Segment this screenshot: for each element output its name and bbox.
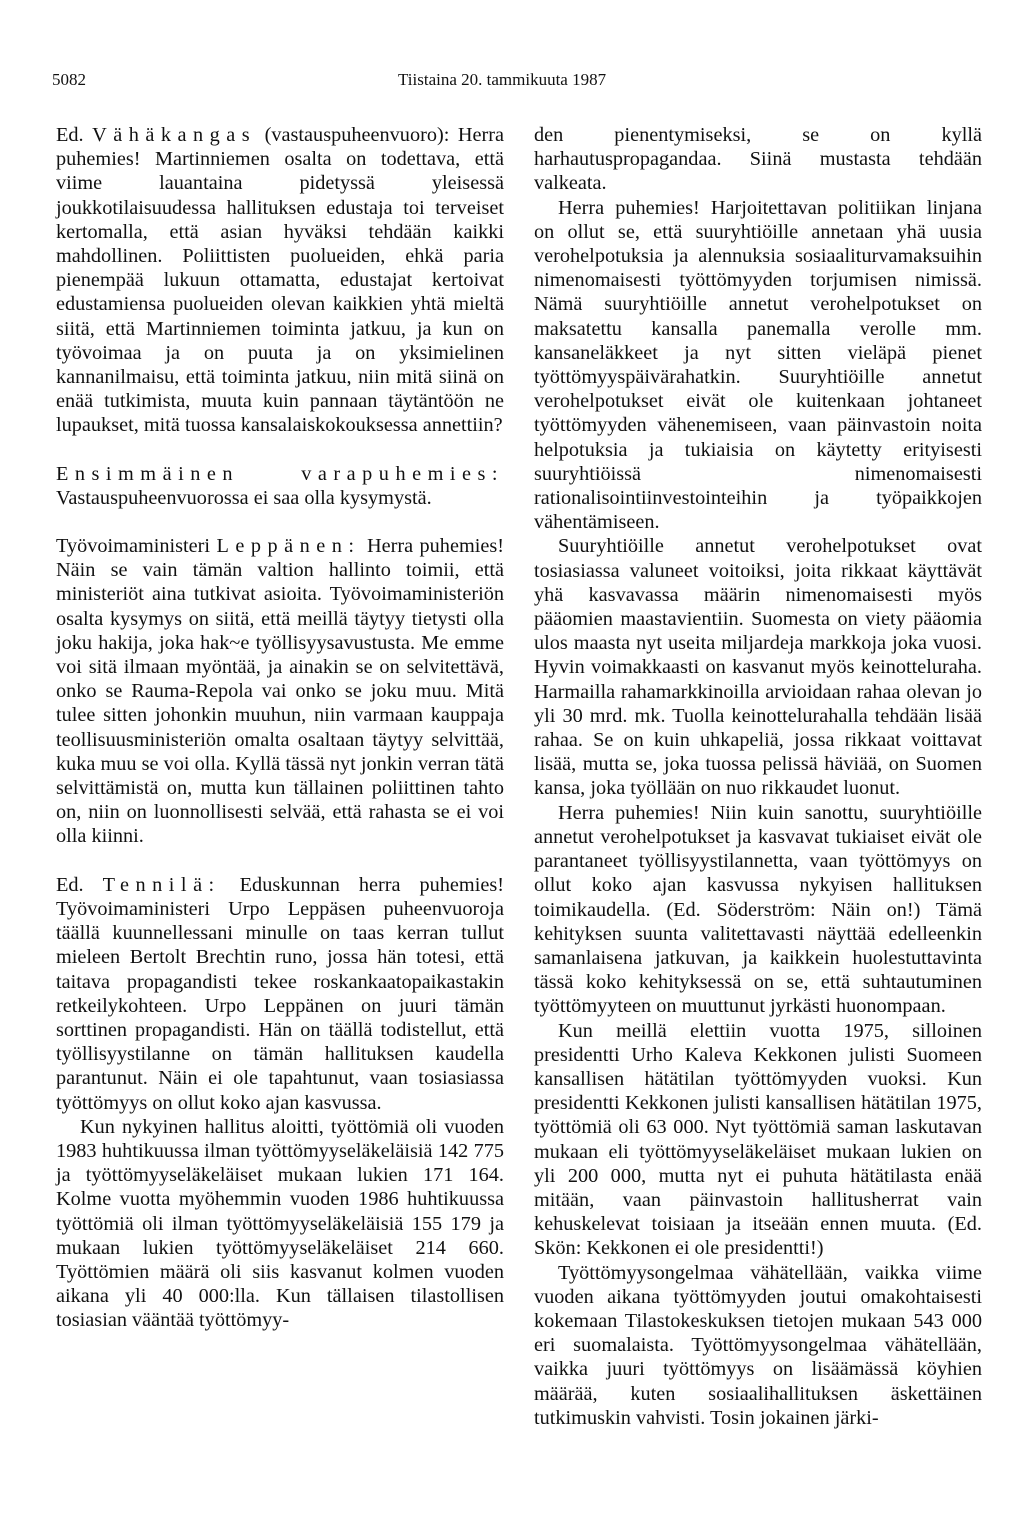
speaker-prefix: Työvoimaministeri	[56, 535, 217, 558]
speaker-name: Tennilä:	[102, 873, 221, 896]
speaker-prefix: Ed.	[56, 124, 93, 146]
paragraph-text: Kun meillä elettiin vuotta 1975, silloinen presidentti Urho Kaleva Kekkonen julisti Suomeen kansallisen hätätilan työttömyyden vuoksi. Kun presidentti Kekkonen julisti kansallisen hätätilan 1975, työttömiä oli 63 000. Nyt työttömiä saman laskutavan mukaan eli työttömyyseläkeläiset mukaan lukien on yli 200 000, mutta nyt ei puhuta hätätilasta enää mitään, vaan päinvastoin hallitusherrat vain kehuskelevat toisiaan ja itseään ennen muuta. (Ed. Skön: Kekkonen ei ole presidentti!)	[534, 1019, 982, 1260]
paragraph-text: Herra puhemies! Niin kuin sanottu, suuryhtiöille annetut verohelpotukset ja kasvavat tukiaiset eivät ole parantaneet työllisyystilannetta, vaan työttömyys on ollut koko ajan kasvussa nykyisen hallituksen toimikaudella. (Ed. Söderström: Näin on!) Tämä kehityksen suunta valitettavasti näyttää edelleenkin samanlaisena jatkuvan, ja kaikkein huolestuttavinta tässä koko kehityksessä on se, että suhtautuminen työttömyyteen on muuttunut jyrkästi huonompaan.	[534, 801, 982, 1018]
speech-text: Eduskunnan herra puhemies! Työvoimaministeri Urpo Leppäsen puheenvuoroja täällä kuunnellessani minulle on taas kerran tullut mieleen Bertolt Brechtin runo, jossa hän totesi, että taitava propagandisti tekee roskankaatopaikastakin retkeilykohteen. Urpo Leppänen on juuri tämän sorttinen propagandisti. Hän on täällä todistellut, että työllisyystilanne on tämän hallituksen kaudella parantunut. Näin ei ole tapahtunut, vaan tosiasiassa työttömyys on ollut koko ajan kasvussa.	[56, 873, 504, 1114]
paragraph-text: den pienentymiseksi, se on kyllä harhautuspropagandaa. Siinä mustasta tehdään valkeata.	[534, 124, 982, 195]
paragraph-text: Herra puhemies! Harjoitettavan politiikan linjana on ollut se, että suuryhtiöille annetaan yhä uusia verohelpotuksia ja alennuksia sosiaaliturvamaksuihin nimenomaisesti työttömyyden torjumisen nimissä. Nämä suuryhtiöille annetut verohelpotukset on maksatettu kansalla panemalla verolle mm. kansaneläkkeet ja nyt sitten vieläpä pienet työttömyyspäivärahatkin. Suuryhtiöille annetut verohelpotukset eivät ole kuitenkaan johtaneet työttömyyden vähenemiseen, vaan päinvastoin noita helpotuksia ja tukiaisia on käytetty erityisesti suuryhtiöissä nimenomaisesti rationalisointiinvestointeihin ja työpaikkojen vähentämiseen.	[534, 196, 982, 534]
paragraph-text: Työttömyysongelmaa vähätellään, vaikka viime vuoden aikana työttömyyden joutui omakohtaisesti kokemaan Tilastokeskuksen tietojen mukaan 543 000 eri suomalaista. Työttömyysongelmaa vähätellään, vaikka juuri työttömyys on lisäämässä köyhien määrää, kuten sosiaalihallituksen äskettäinen tutkimuskin vahvisti. Tosin jokainen järki-	[534, 1261, 982, 1429]
left-column	[56, 123, 504, 1333]
speech-text: Vastauspuheenvuorossa ei saa olla kysymystä.	[56, 486, 432, 509]
paragraph-vahakangas	[56, 123, 504, 438]
header-title: Tiistaina 20. tammikuuta 1987	[398, 70, 607, 89]
speech-text: (vastauspuheenvuoro): Herra puhemies! Martinniemen osalta on todettava, että viime lauantaina pidetyssä yleisessä joukkotilaisuudessa hallituksen edustaja toi terveiset kertomalla, että asian hyväksi tehdään kaikki mahdollinen. Poliittisten puolueiden, ehkä paria pienempää lukuun ottamatta, edustajat kertoivat edustamiensa puolueiden olevan kaikkien yhtä mieltä siitä, että Martinniemen toiminta jatkuu, ja kun on työvoimaa ja on puuta ja on yksimielinen kannanilmaisu, että toiminta jatkuu, niin mitä siinä on enää tutkimista, muuta kuin pannaan täytäntöön ne lupaukset, mitä tuossa kansalaiskokouksessa annettiin?	[56, 124, 504, 437]
page-number: 5082	[52, 70, 86, 89]
right-column	[534, 123, 982, 1430]
paragraph-tennila	[56, 873, 504, 1115]
page-header	[52, 70, 972, 94]
paragraph-text: Kun nykyinen hallitus aloitti, työttömiä oli vuoden 1983 huhtikuussa ilman työttömyyseläkeläisiä 142 775 ja työttömyyseläkeläiset mukaan lukien 171 164. Kolme vuotta myöhemmin vuoden 1986 huhtikuussa työttömiä oli ilman työttömyyseläkeläisiä 155 179 ja mukaan lukien työttömyyseläkeläiset 214 660. Työttömien määrä oli siis kasvanut kolmen vuoden aikana yli 40 000:lla. Kun tällaisen tilastollisen tosiasian vääntää työttömyy-	[56, 1115, 504, 1332]
paragraph-varapuhemies	[56, 462, 504, 510]
paragraph-leppanen	[56, 534, 504, 849]
speech-text: Herra puhemies! Näin se vain tämän valtion hallinto toimii, että ministeriöt aina tutkivat asioita. Työvoimaministeriön osalta kysymys on siitä, että meillä täytyy tietysti olla joku hakija, joka hak~e työllisyysavustusta. Me emme voi sitä ilmaan myöntää, ja ainakin se on selvitettävä, onko se Rauma-Repola vai onko se joku muu. Mitä tulee sitten johonkin muuhun, niin varmaan kauppaja teollisuusministeriön omalta osaltaan täytyy selvittää, kuka muu se voi olla. Kyllä tässä nyt jonkin verran tätä selvittämistä on, mutta kun tällainen poliittinen tahto on, niin on luonnollisesti selvää, että rahasta se ei voi olla kiinni.	[56, 535, 504, 848]
speaker-name: Leppänen:	[216, 535, 361, 558]
speaker-name: Ensimmäinen varapuhemies:	[56, 462, 504, 485]
paragraph-text: Suuryhtiöille annetut verohelpotukset ovat tosiasiassa valuneet voitoiksi, joita rikkaat käyttävät yhä kasvavassa määrin nimenomaisesti myös pääomien maastavientiin. Suomesta on viety pääomia ulos maasta nyt useita miljardeja markkoja joka vuosi. Hyvin voimakkaasti on kasvanut myös keinotteluraha. Harmailla rahamarkkinoilla arvioidaan rahaa olevan jo yli 30 mrd. mk. Tuolla keinottelurahalla tehdään lisää rahaa. Se on kuin uhkapeliä, jossa rikkaat voittavat lisää, mutta se, joka tuossa pelissä häviää, on Suomen kansa, joka työllään on nuo rikkaudet luonut.	[534, 535, 982, 800]
speaker-name: Vähäkangas	[92, 124, 257, 146]
speaker-prefix: Ed.	[56, 873, 103, 896]
